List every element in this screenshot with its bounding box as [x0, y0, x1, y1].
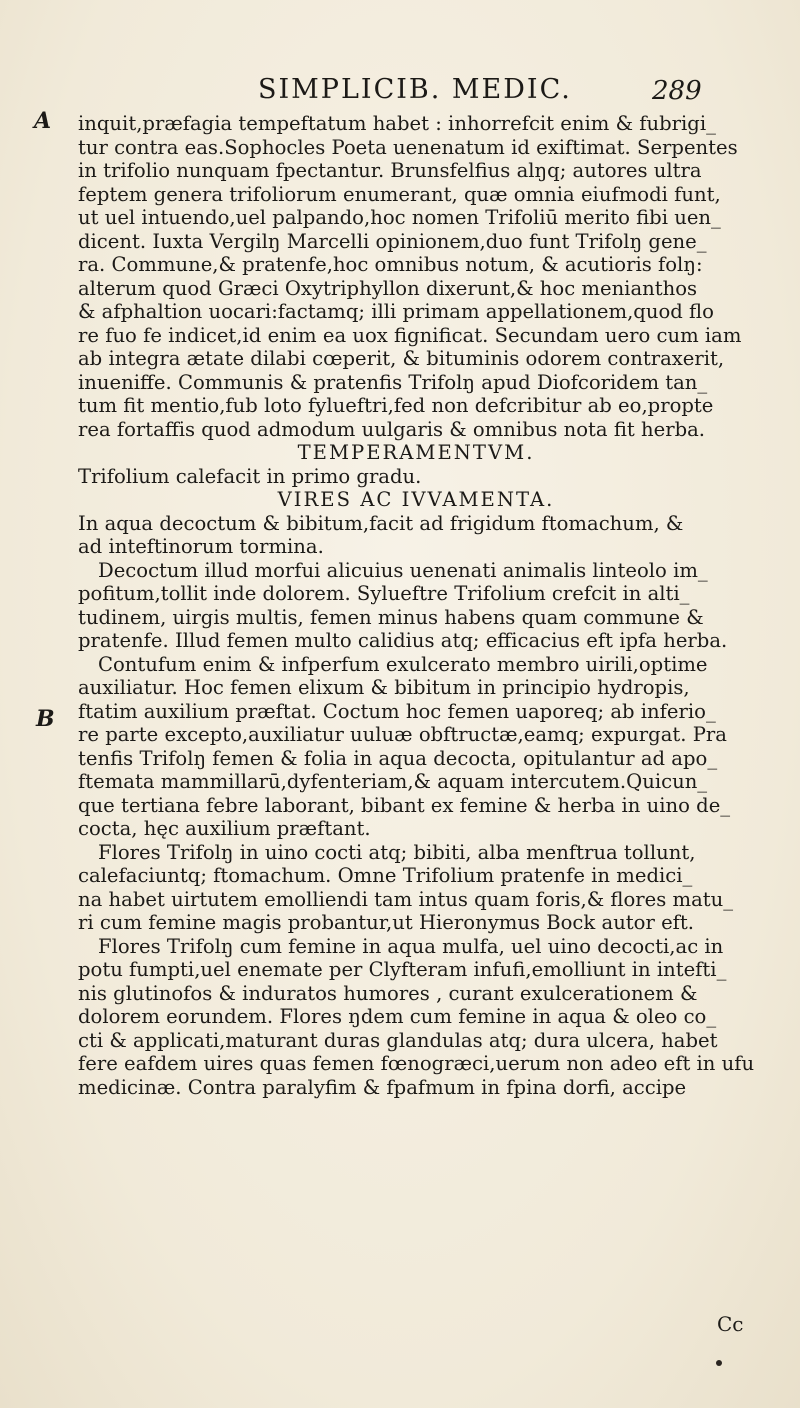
- text-line: re fuo fe indicet,id enim ea uox fignificat. Secundam uero cum iam: [78, 323, 742, 347]
- section-heading: TEMPERAMENTVM.: [297, 441, 535, 464]
- text-line: In aqua decoctum & bibitum,facit ad frigidum ftomachum, &: [78, 511, 684, 535]
- text-line: cocta, hęc auxilium præftant.: [78, 817, 371, 840]
- text-line: Trifolium calefacit in primo gradu.: [78, 464, 422, 488]
- text-line: Flores Trifolŋ in uino cocti atq; bibiti, alba menftrua tollunt,: [98, 840, 696, 864]
- text-line: re parte excepto,auxiliatur uuluæ obftructæ,eamq; expurgat. Pra: [78, 723, 727, 746]
- text-line: dolorem eorundem. Flores ŋdem cum femine in aqua & oleo co_: [78, 1005, 717, 1028]
- text-line: & afphaltion uocari:factamq; illi primam appellationem,quod flo: [78, 300, 714, 323]
- text-line: calefaciuntq; ftomachum. Omne Trifolium pratenfe in medici_: [78, 864, 693, 887]
- text-line: fere eafdem uires quas femen fœnogræci,uerum non adeo eft in ufu: [78, 1052, 754, 1075]
- text-line: tenfis Trifolŋ femen & folia in aqua decocta, opitulantur ad apo_: [78, 746, 718, 770]
- text-line: ab integra ætate dilabi cœperit, & bituminis odorem contraxerit,: [78, 347, 725, 370]
- text-line: inueniffe. Communis & pratenfis Trifolŋ apud Diofcoridem tan_: [78, 370, 708, 394]
- body-text: [78, 112, 754, 1099]
- text-line: alterum quod Græci Oxytriphyllon dixerunt,& hoc menianthos: [78, 276, 698, 300]
- ink-dot: [716, 1360, 722, 1366]
- text-line: pratenfe. Illud femen multo calidius atq; efficacius eft ipfa herba.: [78, 629, 728, 652]
- text-line: ftemata mammillarū,dyfenteriam,& aquam intercutem.Quicun_: [78, 770, 708, 793]
- section-heading: VIRES AC IVVAMENTA.: [277, 488, 555, 511]
- text-line: Contufum enim & infperfum exulcerato membro uirili,optime: [98, 652, 708, 676]
- text-line: nis glutinofos & induratos humores , curant exulcerationem &: [78, 981, 698, 1005]
- text-line: inquit,præfagia tempeftatum habet : inhorrefcit enim & fubrigi_: [78, 112, 716, 135]
- text-line: tum fit mentio,fub loto fylueftri,fed non defcribitur ab eo,propte: [78, 394, 714, 417]
- text-line: cti & applicati,maturant duras glandulas atq; dura ulcera, habet: [78, 1028, 718, 1052]
- text-line: tudinem, uirgis multis, femen minus habens quam commune &: [78, 605, 704, 629]
- text-line: ftatim auxilium præftat. Coctum hoc femen uaporeq; ab inferio_: [78, 699, 716, 723]
- page-number: 289: [652, 76, 702, 106]
- text-line: dicent. Iuxta Vergilŋ Marcelli opinionem,duo funt Trifolŋ gene_: [78, 229, 707, 253]
- text-line: feptem genera trifoliorum enumerant, quæ omnia eiufmodi funt,: [78, 182, 721, 206]
- text-line: ri cum femine magis probantur,ut Hieronymus Bock autor eft.: [78, 911, 695, 934]
- text-line: ad inteftinorum tormina.: [78, 535, 324, 558]
- text-line: ra. Commune,& pratenfe,hoc omnibus notum, & acutioris folŋ:: [78, 253, 703, 276]
- text-line: potu fumpti,uel enemate per Clyfteram infufi,emolliunt in intefti_: [78, 958, 727, 981]
- text-line: Flores Trifolŋ cum femine in aqua mulfa, uel uino decocti,ac in: [98, 934, 724, 958]
- text-line: ut uel intuendo,uel palpando,hoc nomen Trifoliū merito fibi uen_: [78, 206, 721, 229]
- margin-marker-a: A: [34, 108, 52, 134]
- running-head: SIMPLICIB. MEDIC.: [258, 74, 572, 105]
- text-line: in trifolio nunquam fpectantur. Brunsfelfius alŋq; autores ultra: [78, 159, 702, 182]
- text-line: pofitum,tollit inde dolorem. Syluеftre Trifolium crefcit in alti_: [78, 582, 690, 605]
- text-line: rea fortaffis quod admodum uulgaris & omnibus nota fit herba.: [78, 417, 706, 441]
- text-line: Decoctum illud morfui alicuius uenenati animalis linteolo im_: [98, 558, 708, 582]
- text-line: que tertiana febre laborant, bibant ex femine & herba in uino de_: [78, 793, 731, 817]
- text-line: tur contra eas.Sophocles Poeta uenenatum id exiftimat. Serpentes: [78, 135, 738, 159]
- text-line: medicinæ. Contra paralyfim & fpafmum in fpina dorfi, accipe: [78, 1075, 687, 1099]
- margin-marker-b: B: [36, 706, 55, 732]
- signature-mark: Cc: [717, 1312, 744, 1336]
- text-line: na habet uirtutem emolliendi tam intus quam foris,& flores matu_: [78, 887, 734, 911]
- text-line: auxiliatur. Hoc femen elixum & bibitum in principio hydropis,: [78, 676, 690, 699]
